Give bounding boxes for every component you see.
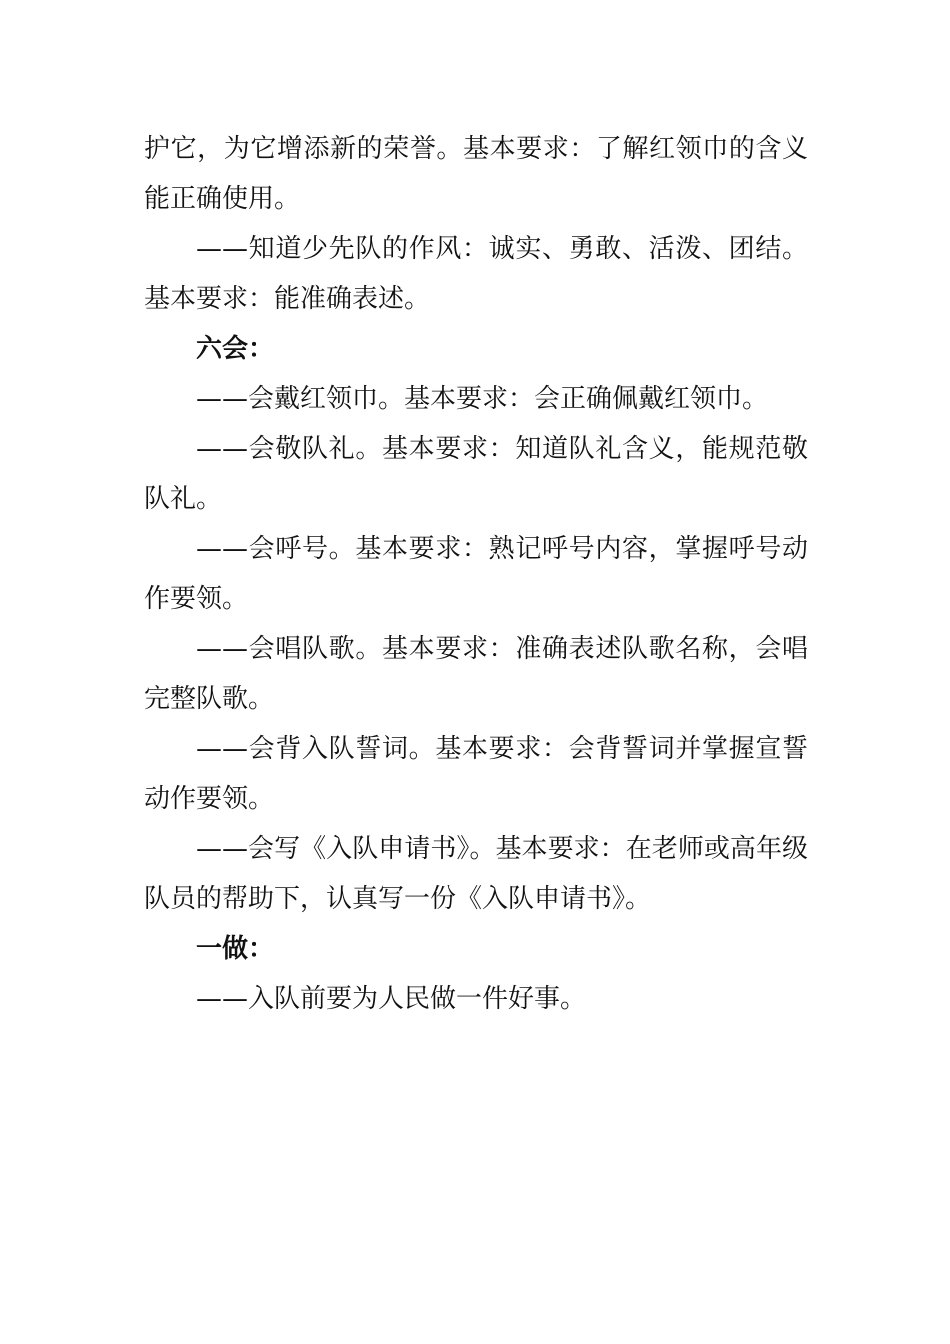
paragraph-oath: ——会背入队誓词。基本要求：会背誓词并掌握宣誓动作要领。 [144,734,808,814]
document-body [144,124,808,1024]
paragraph-salute: ——会敬队礼。基本要求：知道队礼含义，能规范敬队礼。 [144,434,808,514]
paragraph-pioneer-style: ——知道少先队的作风：诚实、勇敢、活泼、团结。基本要求：能准确表述。 [144,234,808,314]
section-heading-one-deed: 一做： [196,934,275,964]
paragraph-wear-red-scarf: ——会戴红领巾。基本要求：会正确佩戴红领巾。 [196,384,769,414]
paragraph-application-letter: ——会写《入队申请书》。基本要求：在老师或高年级队员的帮助下，认真写一份《入队申请书》。 [144,834,808,914]
paragraph-slogan: ——会呼号。基本要求：熟记呼号内容，掌握呼号动作要领。 [144,534,808,614]
paragraph-anthem: ——会唱队歌。基本要求：准确表述队歌名称，会唱完整队歌。 [144,634,808,714]
section-heading-six-skills: 六会： [196,334,275,364]
paragraph-red-scarf-continuation: 护它，为它增添新的荣誉。基本要求：了解红领巾的含义能正确使用。 [144,134,808,214]
paragraph-good-deed: ——入队前要为人民做一件好事。 [196,984,587,1014]
